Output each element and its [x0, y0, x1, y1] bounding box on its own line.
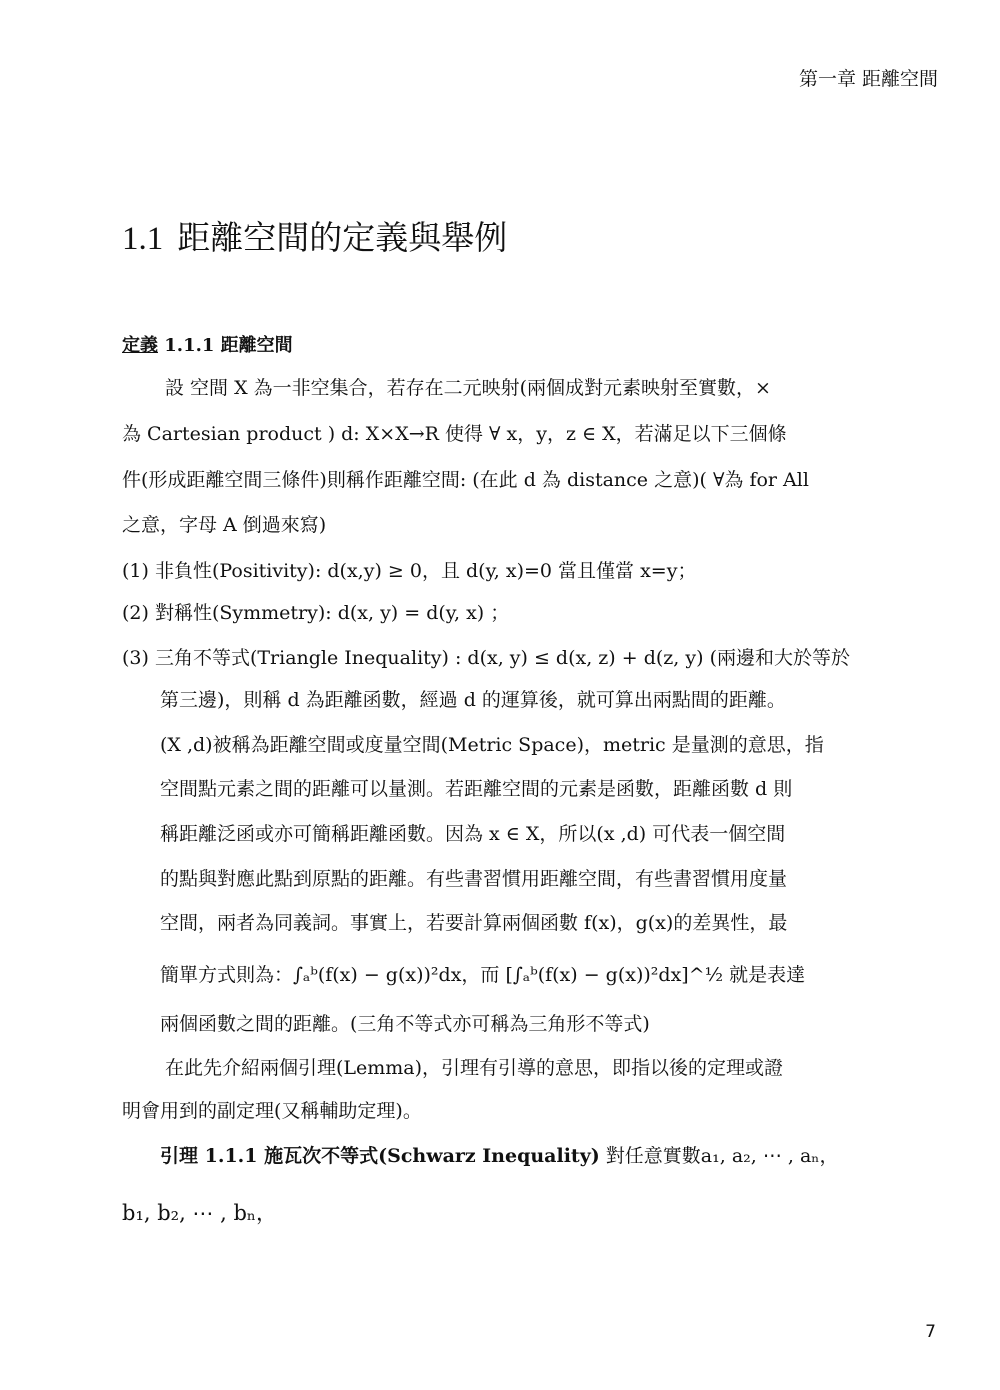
running-header: 第一章 距離空間 — [798, 68, 938, 90]
text-line: 明會用到的副定理(又稱輔助定理)。 — [122, 1100, 422, 1122]
lemma-heading — [160, 1141, 839, 1168]
section-number: 1.1 — [122, 221, 164, 257]
text-line: 的點與對應此點到原點的距離。有些書習慣用距離空間，有些書習慣用度量 — [160, 868, 788, 890]
text-line: (X ,d)被稱為距離空間或度量空間(Metric Space)，metric 是量測的意思，指 — [160, 734, 824, 756]
definition-heading — [122, 331, 293, 357]
definition-number: 1.1.1 — [164, 335, 215, 356]
list-item: (2) 對稱性(Symmetry): d(x, y) = d(y, x) ； — [122, 602, 510, 624]
list-item: (1) 非負性(Positivity): d(x,y) ≥ 0，且 d(y, x)=0 當且僅當 x=y； — [122, 560, 697, 582]
text-line: 兩個函數之間的距離。(三角不等式亦可稱為三角形不等式) — [160, 1013, 650, 1035]
text-line: 設 空間 X 為一非空集合，若存在二元映射(兩個成對元素映射至實數，× — [165, 377, 771, 399]
section-heading — [122, 212, 507, 259]
text-line: 空間點元素之間的距離可以量測。若距離空間的元素是函數，距離函數 d 則 — [160, 778, 793, 800]
definition-title: 距離空間 — [220, 335, 293, 356]
text-line: 在此先介紹兩個引理(Lemma)，引理有引導的意思，即指以後的定理或證 — [165, 1057, 784, 1079]
page-number: 7 — [925, 1322, 936, 1342]
formula-line: 簡單方式則為：∫ₐᵇ(f(x) − g(x))²dx，而 [∫ₐᵇ(f(x) − g(x))²dx]^½ 就是表達 — [160, 964, 806, 986]
text-line: 空間，兩者為同義詞。事實上，若要計算兩個函數 f(x)，g(x)的差異性，最 — [160, 912, 788, 934]
text-line: 第三邊)，則稱 d 為距離函數，經過 d 的運算後，就可算出兩點間的距離。 — [160, 689, 786, 711]
text-line: 之意，字母 A 倒過來寫) — [122, 514, 327, 536]
lemma-text: 對任意實數a₁, a₂, ⋯ , aₙ， — [599, 1145, 839, 1167]
section-title: 距離空間的定義與舉例 — [177, 218, 508, 257]
lemma-line: b₁, b₂, ⋯ , bₙ， — [122, 1201, 277, 1225]
text-line: 件(形成距離空間三條件)則稱作距離空間: (在此 d 為 distance 之意)( ∀為 for All — [122, 469, 809, 491]
text-line: 稱距離泛函或亦可簡稱距離函數。因為 x ∈ X，所以(x ,d) 可代表一個空間 — [160, 823, 786, 845]
text-line: 為 Cartesian product ) d: X×X→R 使得 ∀ x，y，z ∈ X，若滿足以下三個條 — [122, 423, 787, 445]
lemma-label: 引理 1.1.1 施瓦次不等式(Schwarz Inequality) — [160, 1145, 600, 1167]
list-item: (3) 三角不等式(Triangle Inequality) : d(x, y) ≤ d(x, z) + d(z, y) (兩邊和大於等於 — [122, 647, 850, 669]
definition-label: 定義 — [122, 335, 158, 356]
